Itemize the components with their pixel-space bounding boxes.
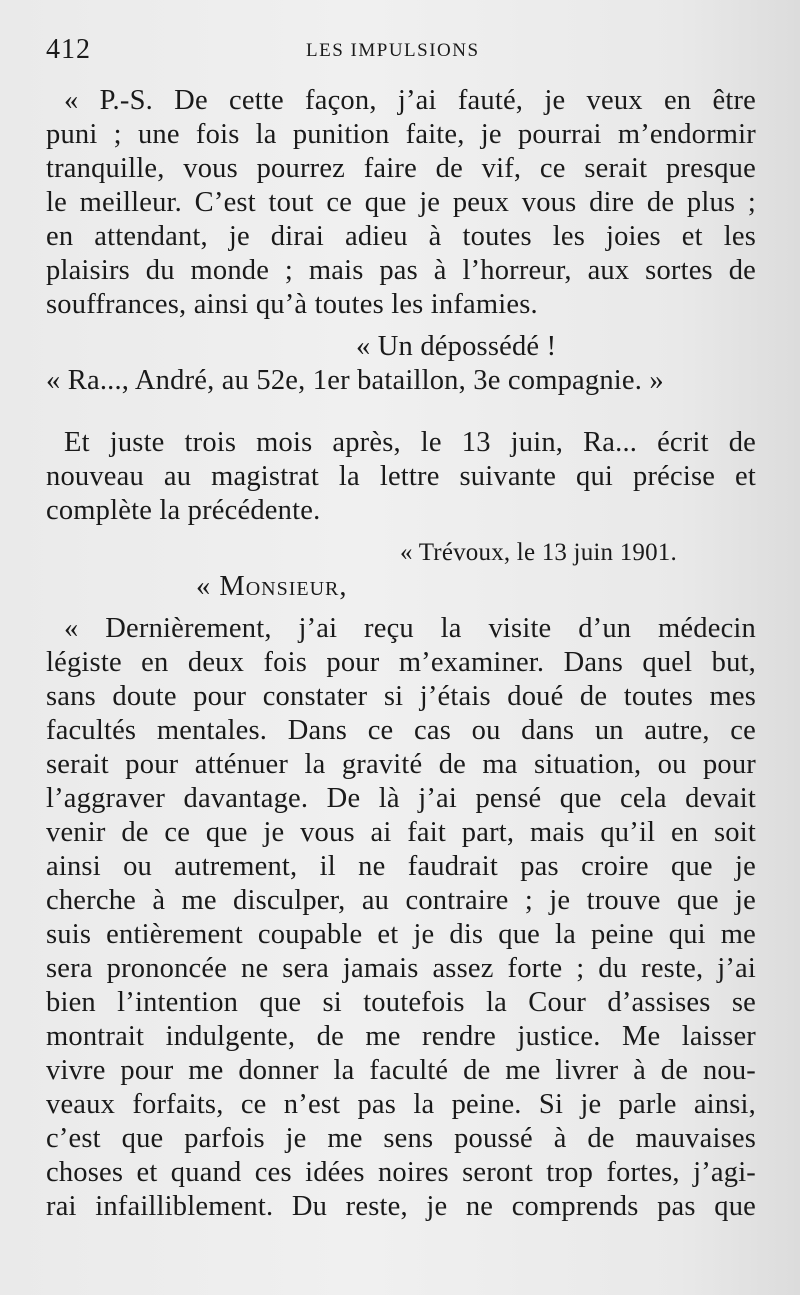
- text-line: l’aggraver davantage. De là j’ai pensé que cela devait: [46, 783, 756, 814]
- text-line: sera prononcée ne sera jamais assez forte ; du reste, j’ai: [46, 953, 756, 984]
- text-line: vivre pour me donner la faculté de me livrer à de nou-: [46, 1055, 756, 1086]
- letter-address: « Ra..., André, au 52e, 1er bataillon, 3e compagnie. »: [46, 365, 664, 396]
- text-line: choses et quand ces idées noires seront trop fortes, j’agi-: [46, 1157, 756, 1188]
- text-line: venir de ce que je vous ai fait part, mais qu’il en soit: [46, 817, 756, 848]
- text-line: facultés mentales. Dans ce cas ou dans un autre, ce: [46, 715, 756, 746]
- text-line: suis entièrement coupable et je dis que la peine qui me: [46, 919, 756, 950]
- text-line: « Dernièrement, j’ai reçu la visite d’un médecin: [64, 613, 756, 644]
- text-line: cherche à me disculper, au contraire ; je trouve que je: [46, 885, 756, 916]
- text-line: tranquille, vous pourrez faire de vif, ce serait presque: [46, 153, 756, 184]
- body-text: [46, 84, 756, 1224]
- text-line: « P.-S. De cette façon, j’ai fauté, je veux en être: [64, 85, 756, 116]
- text-line: c’est que parfois je me sens poussé à de mauvaises: [46, 1123, 756, 1154]
- text-line: montrait indulgente, de me rendre justice. Me laisser: [46, 1021, 756, 1052]
- page-number: 412: [46, 34, 91, 65]
- text-line: serait pour atténuer la gravité de ma situation, ou pour: [46, 749, 756, 780]
- text-line: nouveau au magistrat la lettre suivante qui précise et: [46, 461, 756, 492]
- text-line: sans doute pour constater si j’étais doué de toutes mes: [46, 681, 756, 712]
- text-line: rai infailliblement. Du reste, je ne comprends pas que: [46, 1191, 756, 1222]
- text-line: bien l’intention que si toutefois la Cour d’assises se: [46, 987, 756, 1018]
- text-line: puni ; une fois la punition faite, je pourrai m’endormir: [46, 119, 756, 150]
- narration-paragraph: [46, 426, 756, 528]
- page-header: [46, 34, 754, 74]
- letter-date-line: « Trévoux, le 13 juin 1901.: [400, 539, 677, 566]
- text-line: Et juste trois mois après, le 13 juin, Ra... écrit de: [64, 427, 756, 458]
- text-line: veaux forfaits, ce n’est pas la peine. Si je parle ainsi,: [46, 1089, 756, 1120]
- text-line: en attendant, je dirai adieu à toutes les joies et les: [46, 221, 756, 252]
- text-line: plaisirs du monde ; mais pas à l’horreur, aux sortes de: [46, 255, 756, 286]
- text-line: ainsi ou autrement, il ne faudrait pas croire que je: [46, 851, 756, 882]
- postscript-paragraph: [46, 84, 756, 322]
- letter-signature: « Un dépossédé !: [356, 331, 557, 362]
- text-line: complète la précédente.: [46, 495, 321, 526]
- text-line: souffrances, ainsi qu’à toutes les infamies.: [46, 289, 538, 320]
- letter-salutation: « Monsieur,: [196, 571, 348, 602]
- text-line: légiste en deux fois pour m’examiner. Dans quel but,: [46, 647, 756, 678]
- letter-body-paragraph: [46, 612, 756, 1224]
- running-title: LES IMPULSIONS: [306, 40, 480, 61]
- text-line: le meilleur. C’est tout ce que je peux vous dire de plus ;: [46, 187, 756, 218]
